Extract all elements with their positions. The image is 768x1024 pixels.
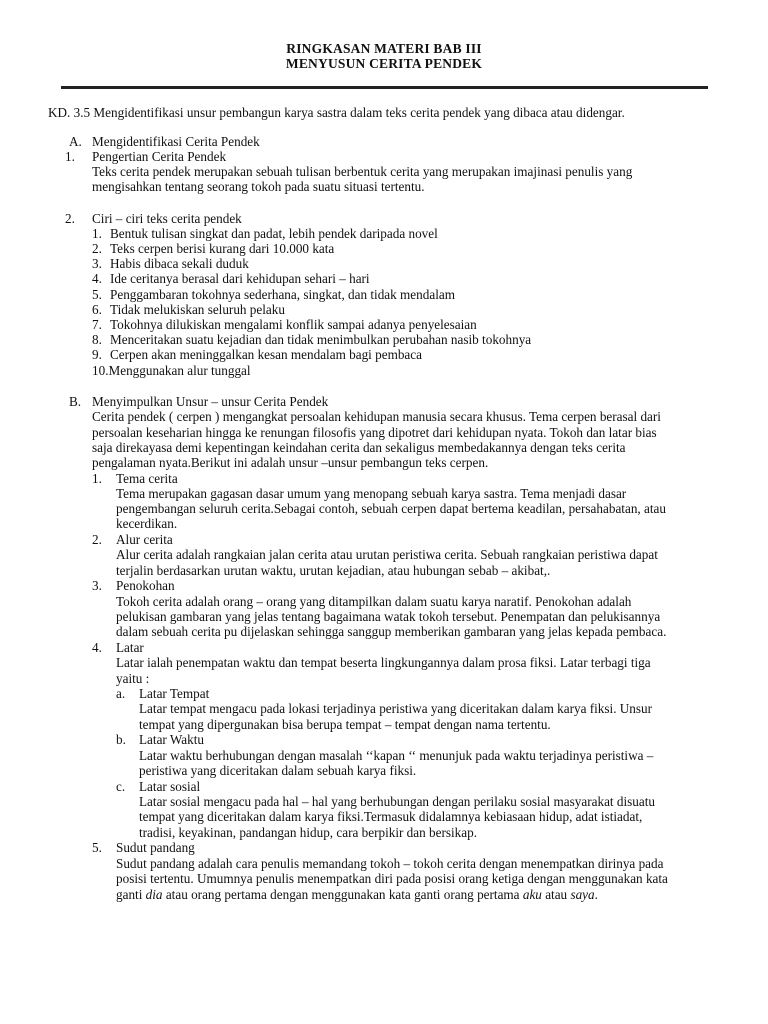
paragraph-line: pengalaman nyata.Berikut ini adalah unsur –unsur pembangun teks cerpen. [92, 455, 489, 470]
list-item-number: 2. [92, 241, 102, 256]
paragraph-line: tradisi, keyakinan, pandangan hidup, cara berpikir dan bersikap. [139, 825, 477, 840]
paragraph-line: dalam sebuah cerita pu dijelaskan sehingga sanggup memberikan gambaran yang jelas kepada pembaca. [116, 624, 667, 639]
section-b-title: Menyimpulkan Unsur – unsur Cerita Pendek [92, 394, 329, 409]
list-item-number: 4. [92, 271, 102, 286]
paragraph-line: Latar ialah penempatan waktu dan tempat beserta lingkungannya dalam prosa fiksi. Latar terbagi tiga [116, 655, 651, 670]
paragraph-line: tempat yang diceritakan dalam karya fiksi.Termasuk didalamnya kebiasaan hidup, adat istiadat, [139, 809, 643, 824]
list-item-number: 5. [92, 287, 102, 302]
subsection-title: Tema cerita [116, 471, 178, 486]
point-1-number: 1. [65, 149, 75, 164]
italic-word: saya [570, 887, 595, 902]
text-run: atau orang pertama dengan menggunakan kata ganti orang pertama [162, 887, 523, 902]
paragraph-line: tempat yang dipergunakan bisa berupa tempat – tempat dengan nama tertentu. [139, 717, 551, 732]
italic-word: aku [522, 887, 542, 902]
paragraph-line: Latar waktu berhubungan dengan masalah ‘‘kapan ‘‘ menunjuk pada waktu terjadinya peristiwa – [139, 748, 654, 763]
list-item-number: 1. [92, 471, 102, 486]
list-item: Ide ceritanya berasal dari kehidupan sehari – hari [110, 271, 370, 286]
paragraph-line: Tokoh cerita adalah orang – orang yang ditampilkan dalam suatu karya naratif. Penokohan adalah [116, 594, 632, 609]
sub-item-letter: b. [116, 732, 126, 747]
text-run: ganti [116, 887, 146, 902]
list-item: Penggambaran tokohnya sederhana, singkat, dan tidak mendalam [110, 287, 455, 302]
list-item-number: 2. [92, 532, 102, 547]
paragraph-line: saja direkayasa demi kepentingan keindahan cerita dan sekaligus membedakannya dengan teks cerita [92, 440, 626, 455]
list-item: Habis dibaca sekali duduk [110, 256, 249, 271]
list-item: Tokohnya dilukiskan mengalami konflik sampai adanya penyelesaian [110, 317, 477, 332]
paragraph-line: peristiwa yang diceritakan dalam sebuah karya fiksi. [139, 763, 417, 778]
list-item-number: 6. [92, 302, 102, 317]
paragraph-line [116, 887, 598, 902]
paragraph-line: kecerdikan. [116, 516, 178, 531]
paragraph-line: posisi tertentu. Umumnya penulis menempatkan diri pada posisi orang ketiga dengan menggunakan kata [116, 871, 668, 886]
paragraph-line: yaitu : [116, 671, 150, 686]
point-2-number: 2. [65, 211, 75, 226]
list-item: Teks cerpen berisi kurang dari 10.000 kata [110, 241, 335, 256]
paragraph-line: Cerita pendek ( cerpen ) mengangkat persoalan kehidupan manusia secara khusus. Tema cerpen berasal dari [92, 409, 661, 424]
subsection-title: Penokohan [116, 578, 175, 593]
section-b-marker: B. [69, 394, 82, 409]
list-item-number: 4. [92, 640, 102, 655]
list-item-number: 7. [92, 317, 102, 332]
subsection-title: Sudut pandang [116, 840, 195, 855]
point-2-title: Ciri – ciri teks cerita pendek [92, 211, 242, 226]
header-divider [61, 86, 708, 89]
paragraph-line: Teks cerita pendek merupakan sebuah tulisan berbentuk cerita yang merupakan imajinasi penulis yang [92, 164, 633, 179]
point-1-title: Pengertian Cerita Pendek [92, 149, 227, 164]
list-item-number: 5. [92, 840, 102, 855]
paragraph-line: pengembangan seluruh cerita.Sebagai contoh, sebuah cerpen dapat bertema keadilan, persahabatan, atau [116, 501, 666, 516]
list-item-number: 8. [92, 332, 102, 347]
italic-word: dia [145, 887, 163, 902]
paragraph-line: persoalan keseharian hingga ke renungan filosofis yang dipotret dari kehidupan nyata. Tokoh dan latar bias [92, 425, 657, 440]
sub-item-letter: c. [116, 779, 126, 794]
sub-item-title: Latar Tempat [139, 686, 210, 701]
paragraph-line: Latar sosial mengacu pada hal – hal yang berhubungan dengan perilaku sosial masyarakat disuatu [139, 794, 655, 809]
paragraph-line: mengisahkan tentang seorang tokoh pada suatu situasi tertentu. [92, 179, 425, 194]
text-run: atau [541, 887, 571, 902]
kd-statement: KD. 3.5 Mengidentifikasi unsur pembangun karya sastra dalam teks cerita pendek yang dibaca atau didengar. [48, 105, 625, 120]
paragraph-line: Sudut pandang adalah cara penulis memandang tokoh – tokoh cerita dengan menempatkan dirinya pada [116, 856, 664, 871]
list-item-number: 3. [92, 256, 102, 271]
subsection-title: Latar [116, 640, 144, 655]
list-item: Cerpen akan meninggalkan kesan mendalam bagi pembaca [110, 347, 422, 362]
list-item: Menceritakan suatu kejadian dan tidak menimbulkan perubahan nasib tokohnya [110, 332, 532, 347]
list-item: Bentuk tulisan singkat dan padat, lebih pendek daripada novel [110, 226, 438, 241]
list-item-number: 1. [92, 226, 102, 241]
document-title: RINGKASAN MATERI BAB III [286, 41, 482, 56]
text-run: . [594, 887, 598, 902]
document-subtitle: MENYUSUN CERITA PENDEK [285, 56, 483, 71]
subsection-title: Alur cerita [116, 532, 173, 547]
sub-item-letter: a. [116, 686, 126, 701]
section-a-title: Mengidentifikasi Cerita Pendek [92, 134, 260, 149]
sub-item-title: Latar sosial [139, 779, 201, 794]
list-item: Tidak melukiskan seluruh pelaku [110, 302, 285, 317]
paragraph-line: Tema merupakan gagasan dasar umum yang menopang sebuah karya sastra. Tema menjadi dasar [116, 486, 627, 501]
paragraph-line: Latar tempat mengacu pada lokasi terjadinya peristiwa yang diceritakan dalam karya fiksi. Unsur [139, 701, 653, 716]
sub-item-title: Latar Waktu [139, 732, 204, 747]
section-a-marker: A. [69, 134, 82, 149]
paragraph-line: terjalin berdasarkan urutan waktu, urutan kejadian, atau hubungan sebab – akibat,. [116, 563, 551, 578]
list-item-number: 3. [92, 578, 102, 593]
paragraph-line: Alur cerita adalah rangkaian jalan cerita atau urutan peristiwa cerita. Sebuah rangkaian peristiwa dapat [116, 547, 658, 562]
list-item-number: 9. [92, 347, 102, 362]
list-item: 10.Menggunakan alur tunggal [92, 363, 251, 378]
paragraph-line: pelukisan gambaran yang jelas tentang bagaimana watak tokoh tersebut. Penempatan dan pelukisannya [116, 609, 661, 624]
